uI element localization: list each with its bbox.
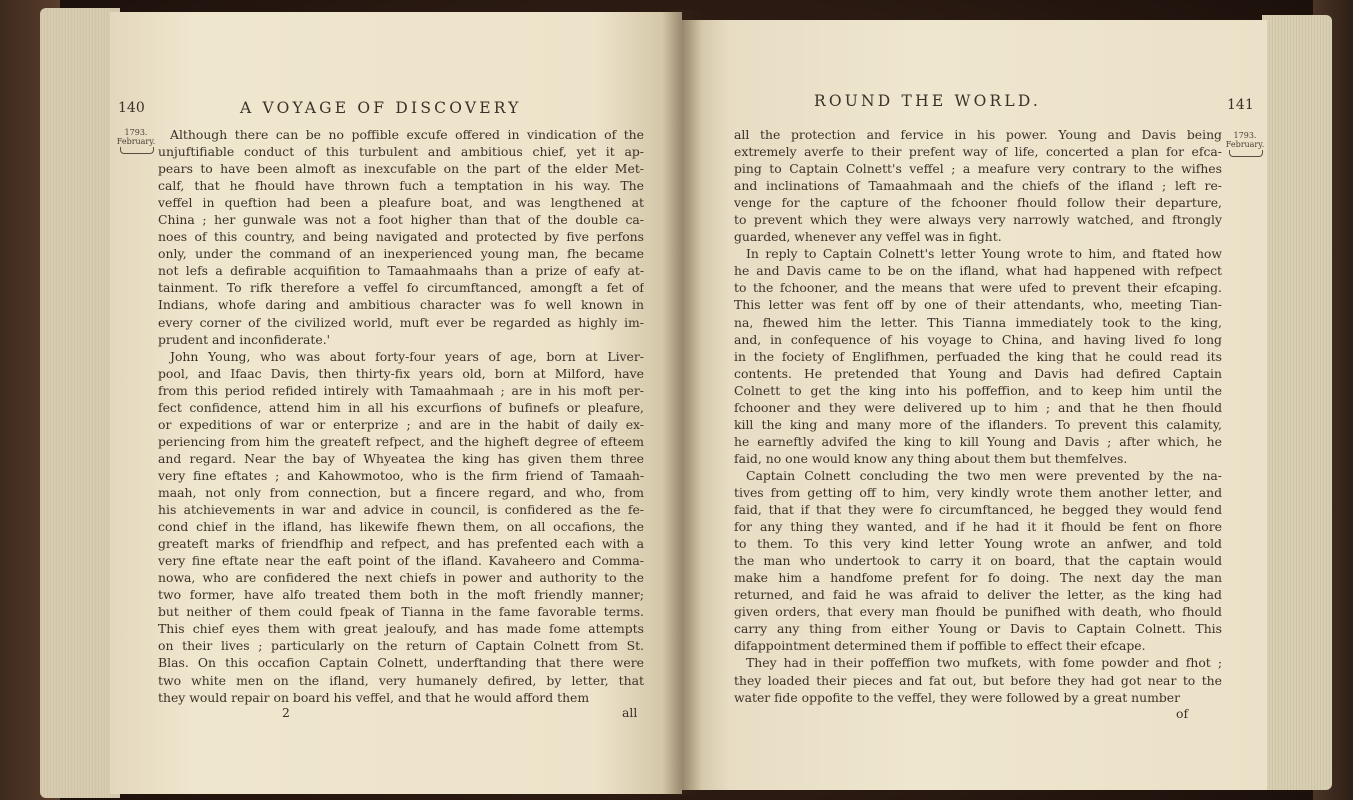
text-line: but neither of them could fpeak of Tianna in the fame favorable terms. [158,604,644,620]
text-line: calf, that he fhould have thrown fuch a temptation in his way. The [158,178,644,194]
text-line: on their lives ; particularly on the return of Captain Colnett from St. [158,638,644,654]
text-line: his atchievements in war and advice in council, is confidered as the fe- [158,502,644,518]
text-line: Colnett to get the king into his poffeffion, and to keep him until the [734,382,1222,398]
text-line: China ; her gunwale was not a foot higher than that of the double ca- [158,212,644,228]
text-line: periencing from him the greateft refpect, and the higheft degree of efteem [158,433,644,449]
text-line: Indians, whofe daring and ambitious character was fo well known in [158,297,644,313]
text-line: for any thing they wanted, and if he had it it fhould be fent on fhore [734,519,1222,535]
text-line: to prevent which they were always very narrowly watched, and ftrongly [734,212,1222,228]
text-line: or expeditions of war or enterprize ; and are in the habit of daily ex- [158,416,644,432]
text-line: contents. He pretended that Young and Davis had defired Captain [734,365,1222,381]
text-line: fchooner and they were delivered up to him ; and that he then fhould [734,399,1222,415]
right-margin-month: February. [1225,140,1265,149]
text-line: guarded, whenever any veffel was in fight. [734,229,1002,245]
text-line: and regard. Near the bay of Whyeatea the king has given them three [158,450,644,466]
text-line: ping to Captain Colnett's veffel ; a meafure very contrary to the wifhes [734,161,1222,177]
left-page [110,12,682,794]
text-line: two white men on the ifland, very humanely defired, by letter, that [158,672,644,688]
text-line: to the fchooner, and the means that were ufed to prevent their efcaping. [734,280,1222,296]
page-stack-left [40,8,120,798]
text-line: prudent and inconfiderate.' [158,331,331,347]
text-line: Blas. On this occafion Captain Colnett, underftanding that there were [158,655,644,671]
text-line: every corner of the civilized world, muft ever be regarded as highly im- [158,314,644,330]
text-line: pears to have been almoft as inexcufable on the part of the elder Met- [158,161,644,177]
left-margin-year: 1793. [124,128,148,137]
text-line: venge for the capture of the fchooner fhould follow their departure, [734,195,1222,211]
text-line: carry any thing from either Young or Davis to Captain Colnett. This [734,621,1222,637]
text-line: nowa, who are confidered the next chiefs in power and authority to the [158,570,644,586]
text-line: and, in confequence of his voyage to China, and having lived fo long [734,331,1222,347]
text-line: unjuftifiable conduct of this turbulent and ambitious chief, yet it ap- [158,144,644,160]
text-line: extremely averfe to their prefent way of life, concerted a plan for efca- [734,144,1222,160]
page-stack-right [1262,15,1332,790]
left-page-number: 140 [118,100,145,116]
text-line: cond chief in the ifland, has likewife fhewn them, on all occafions, the [158,519,644,535]
left-running-head: A VOYAGE OF DISCOVERY [240,99,522,117]
text-line: fect confidence, attend him in all his excurfions of bufinefs or pleafure, [158,399,644,415]
text-line: in the fociety of Englifhmen, perfuaded the king that he could read its [734,348,1222,364]
text-line: they loaded their pieces and fat out, but before they had got near to the [734,672,1222,688]
text-line: two former, have alfo treated them both in the moft friendly manner; [158,587,644,603]
text-line: greateft marks of friendfhip and refpect, and has prefented each with a [158,536,644,552]
left-margin-month: February. [116,137,156,146]
left-body-text [158,126,644,706]
right-page [682,20,1267,790]
text-line: very fine eftate near the eaft point of the ifland. Kavaheero and Comma- [158,553,644,569]
text-line: they would repair on board his veffel, and that he would afford them [158,689,590,705]
right-margin-date [1225,131,1265,149]
book-gutter-shadow [662,10,702,795]
text-line: This chief eyes them with great jealoufy, and has made fome attempts [158,621,644,637]
text-line: pool, and Ifaac Davis, then thirty-fix years old, born at Milford, have [158,365,644,381]
text-line: all the protection and fervice in his power. Young and Davis being [734,127,1222,142]
text-line: tives from getting off to him, very kindly wrote them another letter, and [734,484,1222,500]
text-line: not lefs a defirable acquifition to Tamaahmaahs than a prize of eafy at- [158,263,644,279]
text-line: tainment. To rifk therefore a veffel fo circumftanced, amongft a fet of [158,280,644,296]
text-line: only, under the command of an inexperienced young man, fhe became [158,246,644,262]
text-line: noes of this country, and being navigated and protected by five perfons [158,229,644,245]
text-line: to them. To this very kind letter Young wrote an anfwer, and told [734,536,1222,552]
text-line: In reply to Captain Colnett's letter Young wrote to him, and ftated how [746,246,1222,262]
text-line: very fine eftates ; and Kahowmotoo, who is the firm friend of Tamaah- [158,467,644,483]
text-line: he and Davis came to be on the ifland, what had happened with refpect [734,263,1222,279]
text-line: na, fhewed him the letter. This Tianna immediately took to the king, [734,314,1222,330]
text-line: maah, not only from connection, but a fincere regard, and who, from [158,484,644,500]
text-line: John Young, who was about forty-four years of age, born at Liver- [170,348,644,364]
text-line: veffel in queftion had been a pleafure boat, and was lengthened at [158,195,644,211]
text-line: kill the king and many more of the iflanders. To prevent this calamity, [734,416,1222,432]
right-margin-brace [1229,150,1263,157]
text-line: make him a handfome prefent for fo doing. The next day the man [734,570,1222,586]
text-line: from this period refided intirely with Tamaahmaah ; are in his moft per- [158,382,644,398]
text-line: faid, no one would know any thing about them but themfelves. [734,450,1128,466]
left-catchword: all [622,705,638,720]
text-line: Captain Colnett concluding the two men were prevented by the na- [746,467,1222,483]
right-running-head: ROUND THE WORLD. [814,92,1042,110]
right-page-number: 141 [1227,97,1254,113]
left-signature-mark: 2 [282,705,290,720]
text-line: returned, and faid he was afraid to deliver the letter, as the king had [734,587,1222,603]
text-line: They had in their poffeffion two mufkets, with fome powder and fhot ; [746,655,1222,671]
text-line: difappointment determined them if poffible to effect their efcape. [734,638,1146,654]
right-margin-year: 1793. [1233,131,1257,140]
text-line: the man who undertook to carry it on board, that the captain would [734,553,1222,569]
left-margin-date [116,128,156,146]
text-line: faid, that if that they were fo circumftanced, he begged they would fend [734,502,1222,518]
text-line: he earneftly advifed the king to kill Young and Davis ; after which, he [734,433,1222,449]
text-line: given orders, that every man fhould be punifhed with death, who fhould [734,604,1222,620]
right-catchword: of [1176,706,1189,721]
left-margin-brace [120,147,154,154]
text-line: and inclinations of Tamaahmaah and the chiefs of the ifland ; left re- [734,178,1222,194]
text-line: Although there can be no poffible excufe offered in vindication of the [170,127,644,142]
text-line: This letter was fent off by one of their attendants, who, meeting Tian- [734,297,1222,313]
right-body-text [734,126,1222,706]
text-line: water fide oppofite to the veffel, they were followed by a great number [734,689,1181,705]
